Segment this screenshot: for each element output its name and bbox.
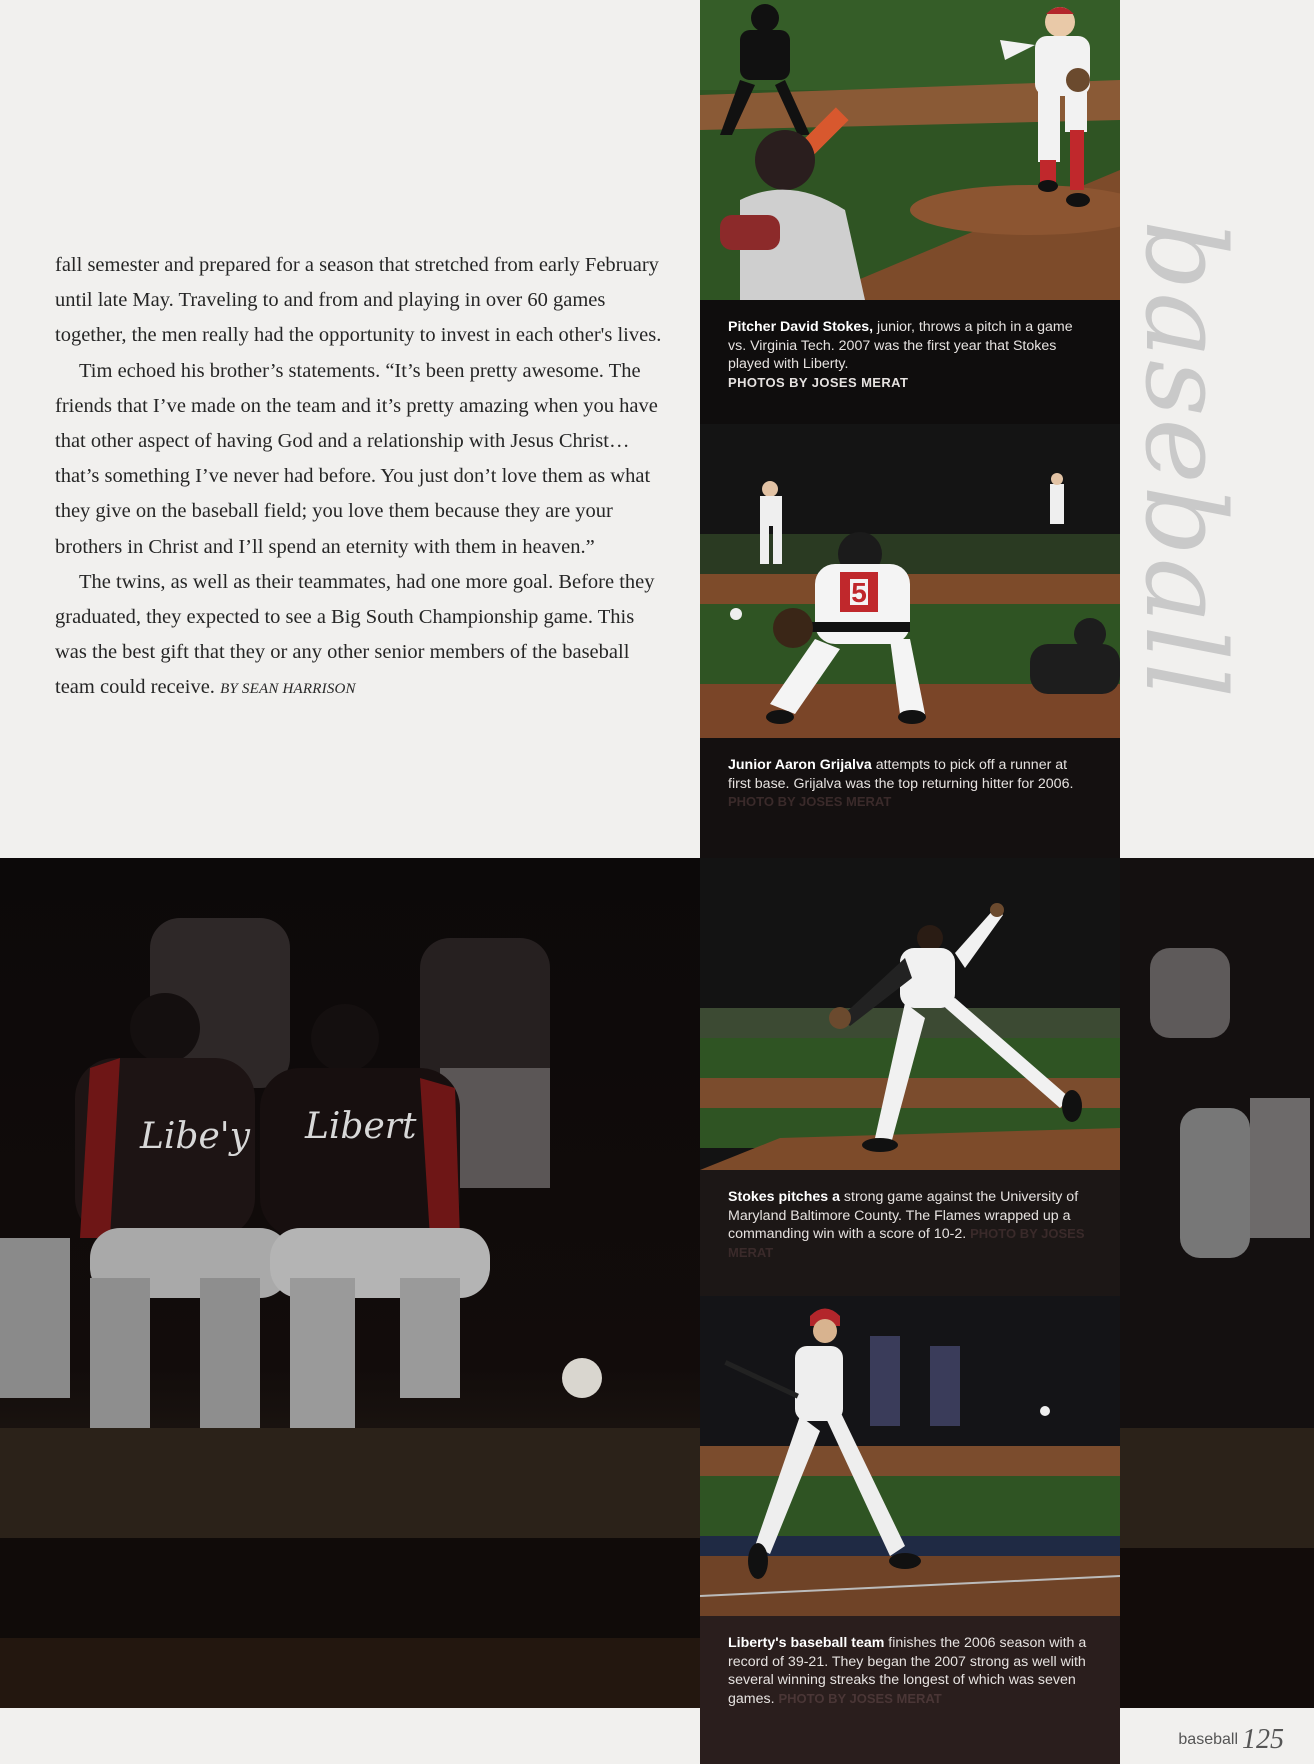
caption-2: [700, 738, 1120, 858]
paragraph-2: Tim echoed his brother’s statements. “It’s been pretty awesome. The friends that I’ve made on the team and it’s pretty amazing when you have that other aspect of having God and a relationship with Jesus Christ…that’s something I’ve never had before. You just don’t love them as what they give on the baseball field; you love them because they are your brothers in Christ and I’ll spend an eternity with them in heaven.”: [55, 359, 658, 558]
photo-pitcher-illustration: [700, 0, 1120, 300]
folio-section: baseball: [1178, 1731, 1238, 1748]
caption-1-lead: Pitcher David Stokes,: [728, 319, 874, 335]
section-title-vertical: [1120, 220, 1250, 700]
photo-dugout: [0, 858, 700, 1708]
photo-pickoff-illustration: [700, 424, 1120, 738]
photo-pitcher-virginia-tech: [700, 0, 1120, 300]
caption-1: [700, 300, 1120, 424]
photo-dugout-illustration: [0, 858, 700, 1708]
caption-2-credit: PHOTO BY JOSES MERAT: [728, 794, 892, 810]
photo-batter-2006-season: [700, 1296, 1120, 1616]
jersey-number-5: 5: [851, 577, 867, 608]
paragraph-1: fall semester and prepared for a season that stretched from early February until late May. Traveling to and from and playing in over 60 games together, the men really had the opportunity to invest in each other's lives.: [55, 254, 662, 347]
caption-3-lead: Stokes pitches a: [728, 1189, 840, 1205]
caption-4-text: finishes the 2006 season with a record of 39-21. They began the 2007 strong as well with several winning streaks the longest of which was seven games.: [728, 1635, 1087, 1707]
caption-3-credit: PHOTO BY JOSES MERAT: [728, 1226, 1085, 1260]
jersey-script-right: Libert: [305, 1106, 417, 1147]
caption-4-credit: PHOTO BY JOSES MERAT: [778, 1690, 942, 1706]
caption-3-text: strong game against the University of Maryland Baltimore County. The Flames wrapped up a commanding win with a score of 10-2.: [728, 1189, 1079, 1243]
caption-1-credit: PHOTOS BY JOSES MERAT: [728, 374, 909, 390]
photo-pickoff-first-base: [700, 424, 1120, 738]
jersey-script-left: Libe'y: [140, 1116, 251, 1157]
page-folio: [1178, 1724, 1284, 1756]
photo-dugout-right-edge: [1120, 858, 1314, 1708]
caption-4: [700, 1616, 1120, 1764]
caption-4-lead: Liberty's baseball team: [728, 1635, 885, 1651]
caption-1-text: junior, throws a pitch in a game vs. Virginia Tech. 2007 was the first year that Stokes played with Liberty.: [728, 319, 1073, 373]
article-text: [55, 248, 665, 708]
paragraph-3: [55, 565, 665, 708]
page-number: 125: [1242, 1724, 1284, 1755]
photo-stokes-illustration: [700, 858, 1120, 1170]
caption-3: [700, 1170, 1120, 1296]
photo-stokes-umbc: [700, 858, 1120, 1170]
caption-2-lead: Junior Aaron Grijalva: [728, 757, 872, 773]
photo-batter-illustration: [700, 1296, 1120, 1616]
paragraph-3-text: The twins, as well as their teammates, had one more goal. Before they graduated, they expected to see a Big South Championship game. This was the best gift that they or any other senior members of the baseball team could receive.: [55, 570, 655, 699]
section-title-text: baseball: [1121, 220, 1249, 700]
caption-2-text: attempts to pick off a runner at first base. Grijalva was the top returning hitter for 2006.: [728, 757, 1074, 792]
byline: BY SEAN HARRISON: [220, 681, 356, 698]
photo-right-edge-illustration: [1120, 858, 1314, 1708]
